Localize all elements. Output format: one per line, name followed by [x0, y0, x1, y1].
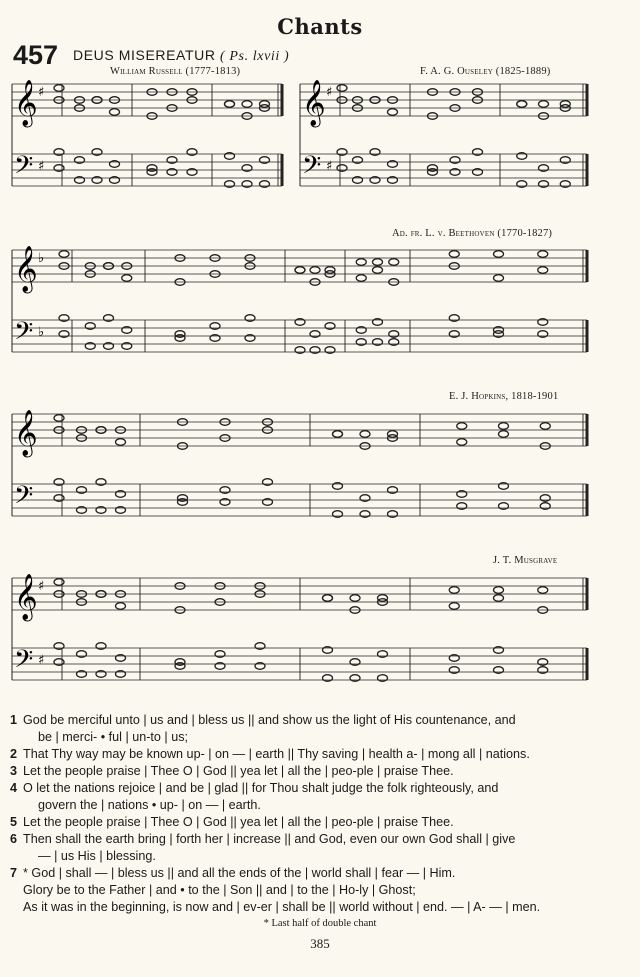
note-head: [350, 595, 360, 602]
note-head: [449, 587, 459, 594]
note-head: [260, 101, 270, 108]
key-signature-icon: ♯: [38, 85, 45, 100]
note-head: [494, 251, 504, 258]
section-title: Chants: [277, 14, 363, 39]
key-signature-icon: ♯: [326, 85, 333, 100]
note-head: [54, 85, 64, 92]
verse-line: [10, 882, 632, 899]
note-head: [540, 423, 550, 430]
verse-number: 1: [10, 713, 18, 727]
treble-clef-icon: 𝄞: [14, 246, 38, 292]
bass-clef-icon: 𝄢: [14, 645, 34, 680]
note-head: [54, 579, 64, 586]
note-head: [54, 415, 64, 422]
note-head: [538, 587, 548, 594]
verse-text: Glory be to the Father | and • to the | Son || and | to the | Ho-ly | Ghost;: [23, 883, 416, 897]
verse-number: 3: [10, 764, 18, 778]
note-head: [388, 109, 398, 116]
verse-line: [10, 729, 632, 746]
hymn-number: 457: [13, 40, 59, 70]
note-head: [333, 431, 343, 438]
note-head: [110, 109, 120, 116]
verse-number: 4: [10, 781, 18, 795]
hymn-title: DEUS MISEREATUR: [73, 47, 216, 63]
treble-clef-icon: 𝄞: [14, 410, 38, 456]
note-head: [323, 595, 333, 602]
note-head: [295, 267, 305, 274]
verse-line: [10, 780, 632, 797]
note-head: [116, 603, 126, 610]
key-signature-icon: ♯: [38, 579, 45, 594]
verse-number: 2: [10, 747, 18, 761]
note-head: [499, 423, 509, 430]
hymn-psalm: ( Ps. lxvii ): [220, 49, 290, 64]
note-head: [356, 275, 366, 282]
key-signature-icon: ♯: [326, 159, 333, 174]
note-head: [538, 251, 548, 258]
verse-line: [10, 746, 632, 763]
bass-clef-icon: 𝄢: [14, 151, 34, 186]
note-head: [388, 431, 398, 438]
key-signature-icon: ♯: [38, 159, 45, 174]
note-head: [378, 595, 388, 602]
verse-text: Let the people praise | Thee O | God || yea let | all the | peo-ple | praise Thee.: [23, 815, 454, 829]
page-number: 385: [310, 936, 330, 951]
note-head: [449, 251, 459, 258]
treble-clef-icon: 𝄞: [14, 80, 38, 126]
bass-clef-icon: 𝄢: [302, 151, 322, 186]
verse-line: [10, 865, 632, 882]
treble-clef-icon: 𝄞: [302, 80, 326, 126]
composer-hopkins: E. J. Hopkins, 1818-1901: [449, 391, 559, 402]
verse-line: [10, 763, 632, 780]
verse-number: 7: [10, 866, 18, 880]
note-head: [337, 85, 347, 92]
note-head: [225, 101, 235, 108]
verse-text: O let the nations rejoice | and be | glad || for Thou shalt judge the folk righteously, and: [23, 781, 499, 795]
note-head: [457, 439, 467, 446]
composer-beethoven: Ad. fr. L. v. Beethoven (1770-1827): [392, 228, 553, 239]
verse-text: That Thy way may be known up- | on — | earth || Thy saving | health a- | mong all | nations.: [23, 747, 530, 761]
note-head: [494, 595, 504, 602]
note-head: [122, 275, 132, 282]
verse-line: [10, 712, 632, 729]
verse-text: govern the | nations • up- | on — | earth.: [38, 798, 261, 812]
verses-block: [10, 712, 632, 916]
note-head: [539, 101, 549, 108]
note-head: [494, 275, 504, 282]
treble-clef-icon: 𝄞: [14, 574, 38, 620]
composer-musgrave: J. T. Musgrave: [493, 555, 558, 566]
note-head: [538, 267, 548, 274]
bass-clef-icon: 𝄢: [14, 481, 34, 516]
bass-clef-icon: 𝄢: [14, 317, 34, 352]
note-head: [356, 259, 366, 266]
note-head: [373, 267, 383, 274]
note-head: [325, 267, 335, 274]
verse-number: 5: [10, 815, 18, 829]
verse-text: Then shall the earth bring | forth her | increase || and God, even our own God shall | give: [23, 832, 516, 846]
note-head: [389, 259, 399, 266]
note-head: [517, 101, 527, 108]
verse-line: [10, 797, 632, 814]
note-head: [116, 439, 126, 446]
verse-line: [10, 831, 632, 848]
key-signature-icon: ♭: [38, 251, 45, 266]
composer-russell: William Russell (1777-1813): [110, 66, 241, 77]
verse-text: As it was in the beginning, is now and | ev-er | shall be || world without | end. — | A- — | men.: [23, 900, 541, 914]
verse-text: * God | shall — | bless us || and all the ends of the | world shall | fear — | Him.: [23, 866, 456, 880]
note-head: [360, 431, 370, 438]
verse-text: — | us His | blessing.: [38, 849, 156, 863]
verse-line: [10, 899, 632, 916]
verse-text: Let the people praise | Thee O | God || yea let | all the | peo-ple | praise Thee.: [23, 764, 454, 778]
note-head: [499, 431, 509, 438]
note-head: [449, 603, 459, 610]
verse-text: be | merci- • ful | un-to | us;: [38, 730, 189, 744]
note-head: [373, 259, 383, 266]
verse-line: [10, 848, 632, 865]
key-signature-icon: ♯: [38, 653, 45, 668]
verse-number: 6: [10, 832, 18, 846]
note-head: [457, 423, 467, 430]
note-head: [242, 101, 252, 108]
verse-text: God be merciful unto | us and | bless us || and show us the light of His countenance, and: [23, 713, 516, 727]
note-head: [310, 267, 320, 274]
note-head: [560, 101, 570, 108]
footnote: * Last half of double chant: [263, 918, 377, 929]
verse-line: [10, 814, 632, 831]
key-signature-icon: ♭: [38, 325, 45, 340]
note-head: [59, 251, 69, 258]
composer-ouseley: F. A. G. Ouseley (1825-1889): [420, 66, 551, 77]
note-head: [494, 587, 504, 594]
